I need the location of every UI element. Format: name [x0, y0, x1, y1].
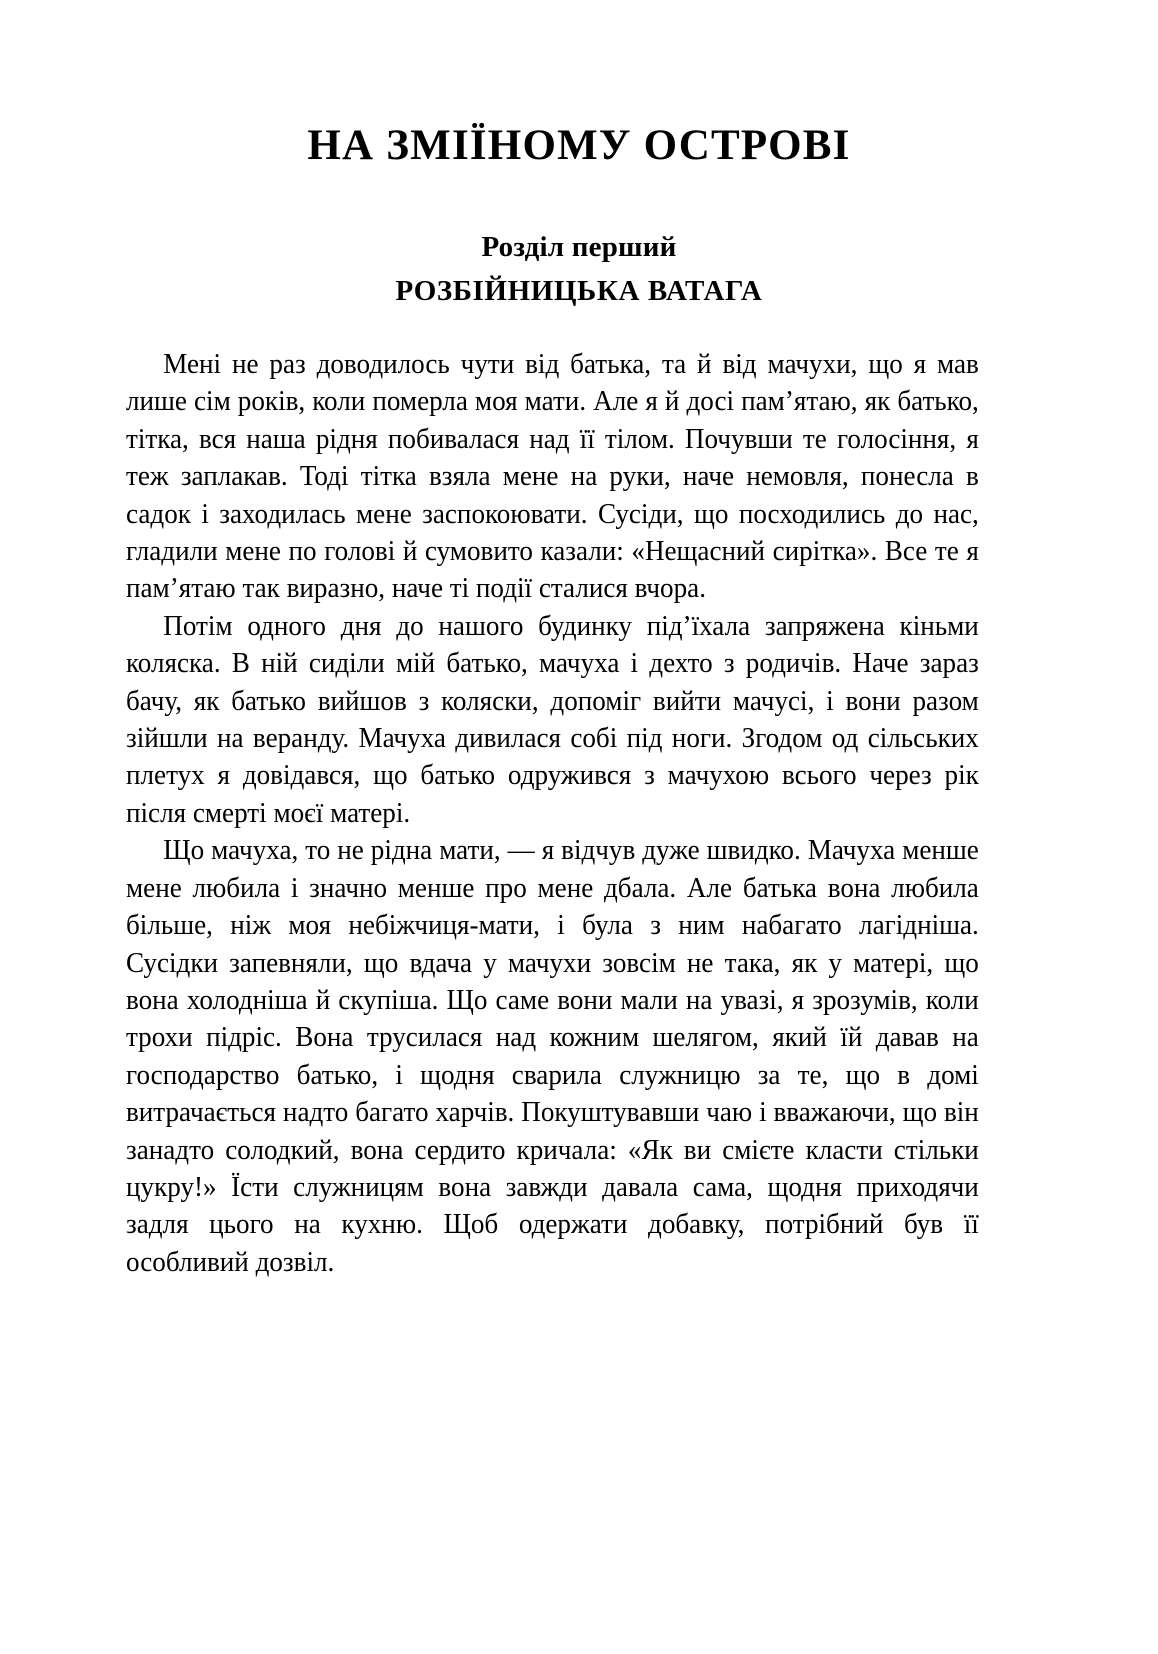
chapter-title: РОЗБІЙНИЦЬКА ВАТАГА: [395, 275, 763, 308]
paragraph: Мені не раз доводилось чути від батька, та й від мачухи, що я мав лише сім років, коли померла моя мати. Але я й досі пам’ятаю, як батько, тітка, вся наша рідня побивалася над її тілом. Почувши те голосіння, я теж заплакав. Тоді тітка взяла мене на руки, наче немовля, понесла в садок і заходилась мене заспокоювати. Сусіди, що посходились до нас, гладили мене по голові й сумовито казали: «Нещасний сирітка». Все те я пам’ятаю так виразно, наче ті події сталися вчора.: [126, 349, 979, 605]
chapter-number: Розділ перший: [481, 231, 677, 263]
paragraph: Що мачуха, то не рідна мати, — я відчув дуже швидко. Мачуха менше мене любила і значно менше про мене дбала. Але батька вона любила більше, ніж моя небіжчиця-мати, і була з ним набагато лагідніша. Сусідки запевняли, що вдача у мачухи зовсім не така, як у матері, що вона холодніша й скупіша. Що саме вони мали на увазі, я зрозумів, коли трохи підріс. Вона трусилася над кожним шелягом, який їй давав на господарство батько, і щодня сварила служницю за те, що в домі витрачається надто багато харчів. Покуштувавши чаю і вважаючи, що він занадто солодкий, вона сердито кричала: «Як ви смієте класти стільки цукру!» Їсти служницям вона завжди давала сама, щодня приходячи задля цього на кухню. Щоб одержати добавку, потрібний був її особливий дозвіл.: [126, 835, 979, 1278]
book-title: НА ЗМІЇНОМУ ОСТРОВІ: [307, 121, 851, 169]
paragraph: Потім одного дня до нашого будинку під’їхала запряжена кіньми коляска. В ній сиділи мій батько, мачуха і дехто з родичів. Наче зараз бачу, як батько вийшов з коляски, допоміг вийти мачусі, і вони разом зійшли на веранду. Мачуха дивилася собі під ноги. Згодом од сільських плетух я довідався, що батько одружився з мачухою всього через рік після смерті моєї матері.: [126, 610, 979, 829]
body-text-column: [126, 346, 979, 1281]
chapter-heading: [0, 228, 1158, 311]
